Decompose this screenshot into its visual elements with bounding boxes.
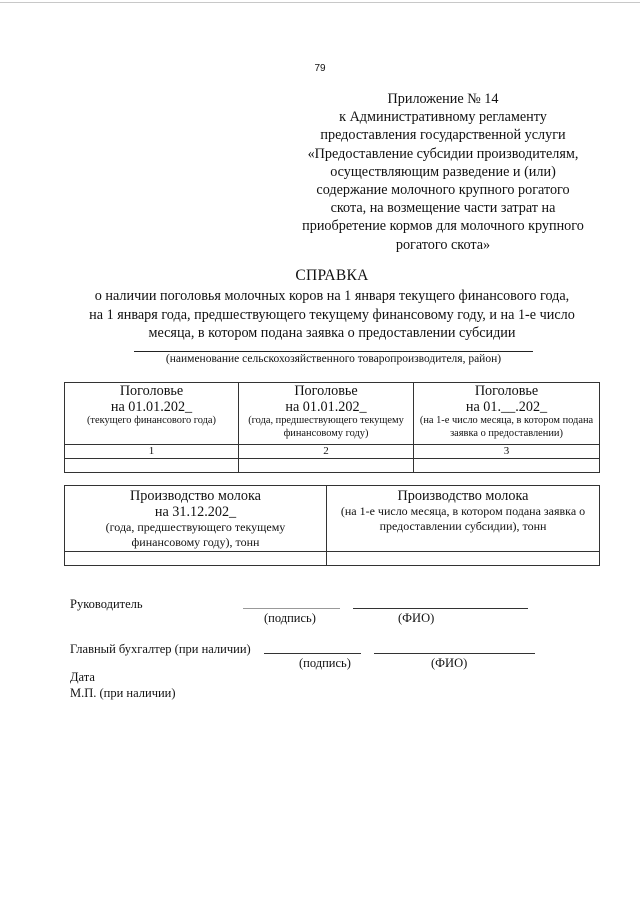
subtitle-line: о наличии поголовья молочных коров на 1 января текущего финансового года,	[94, 288, 570, 304]
column-number: 3	[414, 445, 600, 459]
milk-value-cell[interactable]	[327, 552, 600, 566]
producer-name-caption: (наименование сельскохозяйственного товаропроизводителя, район)	[165, 353, 502, 365]
appendix-line: приобретение кормов для молочного крупного	[302, 218, 584, 235]
milk-header-cell	[327, 486, 600, 552]
appendix-line: рогатого скота»	[395, 236, 491, 253]
document-title: СПРАВКА	[295, 267, 369, 284]
column-note: (на 1-е число месяца, в котором подана заявка о предоставлении)	[419, 415, 594, 439]
column-note: (текущего финансового года)	[86, 415, 217, 426]
top-border-line	[0, 2, 640, 3]
livestock-table	[64, 382, 600, 473]
date-label: Дата	[70, 670, 95, 684]
livestock-value-cell[interactable]	[65, 459, 239, 473]
column-number: 1	[65, 445, 239, 459]
column-title: Поголовье	[119, 383, 184, 399]
column-note: (года, предшествующего текущему финансовому году)	[248, 415, 404, 439]
livestock-header-cell	[414, 383, 600, 445]
column-number: 2	[239, 445, 414, 459]
column-date: на 01.__.202_	[465, 399, 548, 415]
producer-name-field-line[interactable]	[134, 351, 533, 352]
chief-accountant-label: Главный бухгалтер (при наличии)	[70, 642, 251, 656]
column-date: на 31.12.202_	[154, 504, 237, 520]
head-name-caption: (ФИО)	[398, 611, 435, 625]
stamp-label: М.П. (при наличии)	[70, 686, 176, 700]
appendix-line: содержание молочного крупного рогатого	[316, 182, 570, 199]
column-date: на 01.01.202_	[285, 399, 367, 415]
milk-production-table	[64, 485, 600, 566]
milk-value-cell[interactable]	[65, 552, 327, 566]
milk-header-cell	[65, 486, 327, 552]
column-title: Производство молока	[130, 488, 261, 504]
appendix-line: к Административному регламенту	[339, 109, 547, 126]
livestock-header-cell	[239, 383, 414, 445]
column-date: на 01.01.202_	[110, 399, 193, 415]
column-title: Поголовье	[474, 383, 539, 399]
chief-accountant-signature-line[interactable]	[264, 653, 361, 654]
head-signature-caption: (подпись)	[264, 611, 316, 625]
appendix-line: скота, на возмещение части затрат на	[330, 200, 556, 217]
head-signature-line[interactable]	[243, 608, 340, 609]
subtitle-line: на 1 января года, предшествующего текущему финансовому году, и на 1-е число	[89, 306, 575, 323]
livestock-value-cell[interactable]	[414, 459, 600, 473]
head-name-line[interactable]	[353, 608, 528, 609]
page-number: 79	[314, 63, 326, 74]
chief-accountant-name-caption: (ФИО)	[431, 656, 468, 670]
column-note: (года, предшествующего текущему финансовому году), тонн	[105, 520, 286, 549]
appendix-header	[278, 90, 608, 254]
appendix-line: «Предоставление субсидии производителям,	[307, 145, 579, 162]
column-title: Поголовье	[294, 383, 358, 399]
livestock-header-cell	[65, 383, 239, 445]
column-note: (на 1-е число месяца, в котором подана заявка о предоставлении субсидии), тонн	[340, 504, 586, 533]
appendix-line: Приложение № 14	[387, 91, 499, 107]
head-label: Руководитель	[70, 597, 143, 611]
chief-accountant-name-line[interactable]	[374, 653, 535, 654]
document-subtitle	[30, 287, 634, 343]
chief-accountant-signature-caption: (подпись)	[299, 656, 351, 670]
appendix-line: осуществляющим разведение и (или)	[330, 163, 556, 180]
subtitle-line: месяца, в котором подана заявка о предоставлении субсидии	[148, 325, 516, 341]
column-title: Производство молока	[397, 488, 529, 504]
appendix-line: предоставления государственной услуги	[320, 127, 566, 144]
livestock-value-cell[interactable]	[239, 459, 414, 473]
